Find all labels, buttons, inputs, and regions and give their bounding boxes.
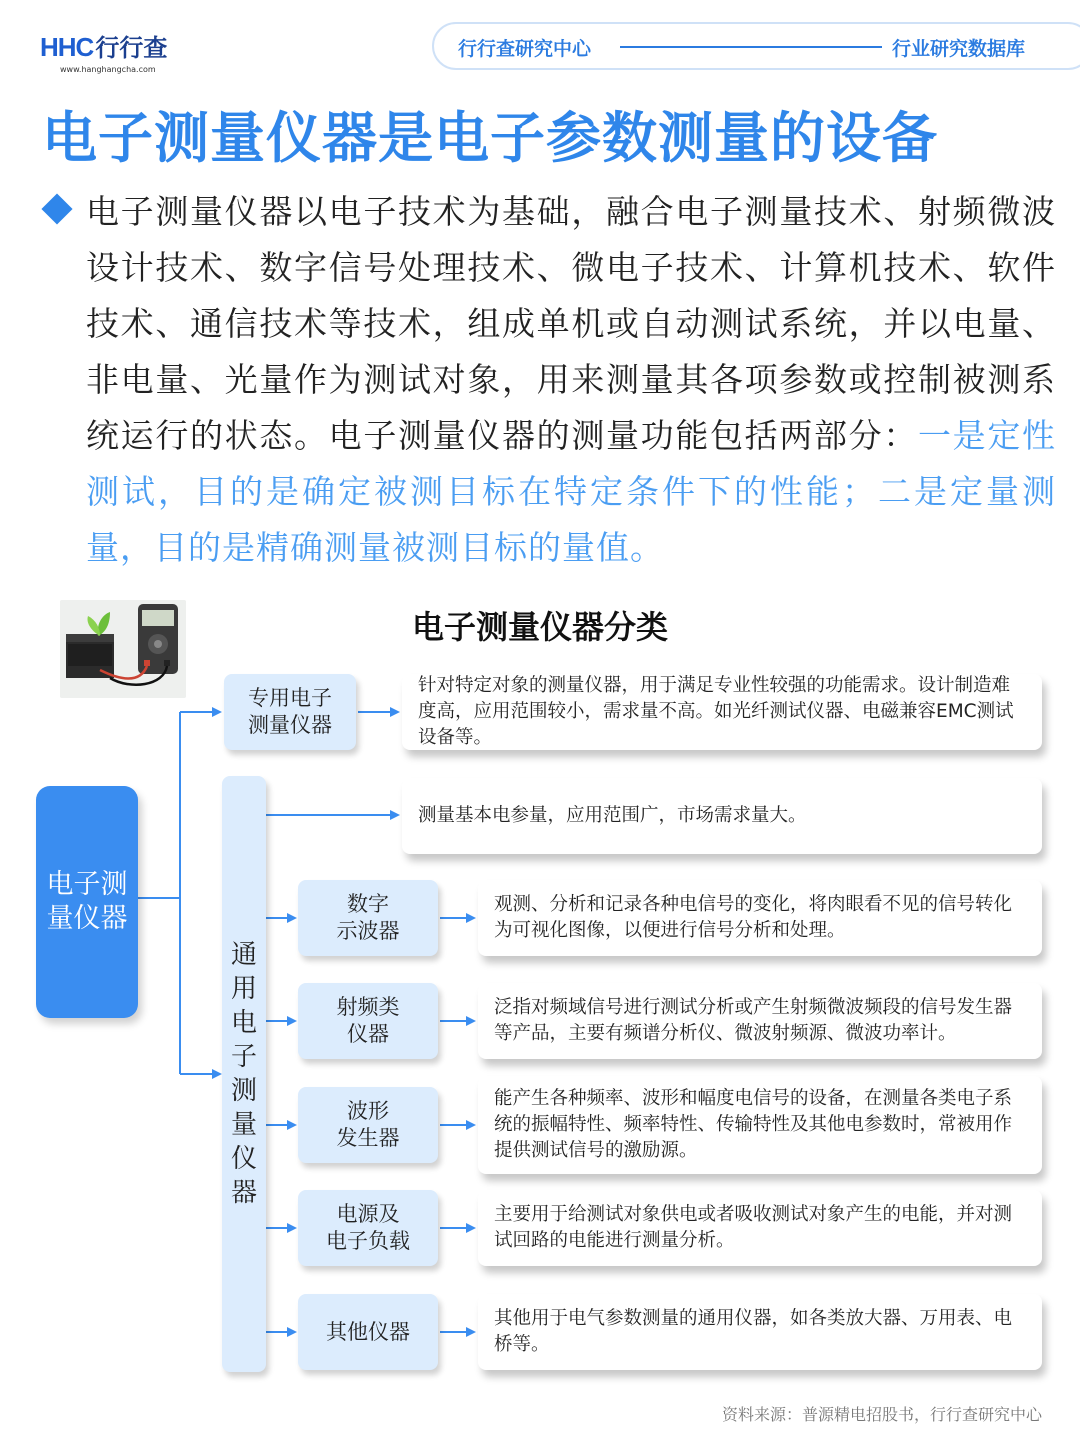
logo-letters: HHC bbox=[40, 32, 94, 62]
diagram-title: 电子测量仪器分类 bbox=[411, 608, 668, 646]
desc-oscilloscope-text: 观测、分析和记录各种电信号的变化，将肉眼看不见的信号转化为可视化图像，以便进行信号分析和处理。 bbox=[494, 894, 1013, 941]
desc-other-text: 其他用于电气参数测量的通用仪器，如各类放大器、万用表、电桥等。 bbox=[494, 1308, 1013, 1355]
desc-power-electronic-load bbox=[478, 1190, 1042, 1266]
sub-digital-oscilloscope: 数字 示波器 bbox=[298, 880, 438, 956]
category-general-instruments: 通用电子测量仪器 bbox=[222, 776, 266, 1372]
sub-power-electronic-load: 电源及 电子负载 bbox=[298, 1190, 438, 1266]
sub-waveform-generator: 波形 发生器 bbox=[298, 1087, 438, 1163]
desc-special-instruments bbox=[402, 674, 1042, 750]
desc-power-text: 主要用于给测试对象供电或者吸收测试对象产生的电能，并对测试回路的电能进行测量分析。 bbox=[494, 1204, 1013, 1251]
desc-rf-text: 泛指对频域信号进行测试分析或产生射频微波频段的信号发生器等产品，主要有频谱分析仪、微波射频源、微波功率计。 bbox=[494, 997, 1013, 1044]
header-left-label: 行行查研究中心 bbox=[458, 38, 592, 60]
page-title: 电子测量仪器是电子参数测量的设备 bbox=[42, 106, 939, 170]
desc-special-text: 针对特定对象的测量仪器，用于满足专业性较强的功能需求。设计制造难度高，应用范围较小，需求量不高。如光纤测试仪器、电磁兼容EMC测试设备等。 bbox=[418, 675, 1014, 748]
header-right-label: 行业研究数据库 bbox=[892, 38, 1026, 60]
sub-other-instruments: 其他仪器 bbox=[298, 1294, 438, 1370]
desc-digital-oscilloscope bbox=[478, 880, 1042, 956]
desc-waveform-text: 能产生各种频率、波形和幅度电信号的设备，在测量各类电子系统的振幅特性、频率特性、传输特性及其他电参数时，常被用作提供测试信号的激励源。 bbox=[494, 1088, 1013, 1161]
logo-cn: 行行查 bbox=[95, 35, 168, 62]
root-node: 电子测量仪器 bbox=[36, 786, 138, 1018]
sub-rf-instruments: 射频类 仪器 bbox=[298, 983, 438, 1059]
desc-general-text: 测量基本电参量，应用范围广，市场需求量大。 bbox=[418, 805, 807, 826]
intro-highlight: 一是定性测试，目的是确定被测目标在特定条件下的性能；二是定量测量，目的是精确测量被测目标的量值。 bbox=[86, 416, 1057, 567]
desc-other-instruments bbox=[478, 1294, 1042, 1370]
source-note: 资料来源：普源精电招股书，行行查研究中心 bbox=[721, 1405, 1042, 1424]
category-special-instruments: 专用电子 测量仪器 bbox=[224, 674, 356, 750]
desc-rf-instruments bbox=[478, 983, 1042, 1059]
logo-url: www.hanghangcha.com bbox=[60, 65, 156, 74]
desc-waveform-generator bbox=[478, 1076, 1042, 1174]
intro-text: 电子测量仪器以电子技术为基础，融合电子测量技术、射频微波设计技术、数字信号处理技术、微电子技术、计算机技术、软件技术、通信技术等技术，组成单机或自动测试系统，并以电量、非电量、光量作为测试对象，用来测量其各项参数或控制被测系统运行的状态。电子测量仪器的测量功能包括两部分： bbox=[86, 192, 1056, 455]
desc-general-instruments bbox=[402, 778, 1042, 854]
